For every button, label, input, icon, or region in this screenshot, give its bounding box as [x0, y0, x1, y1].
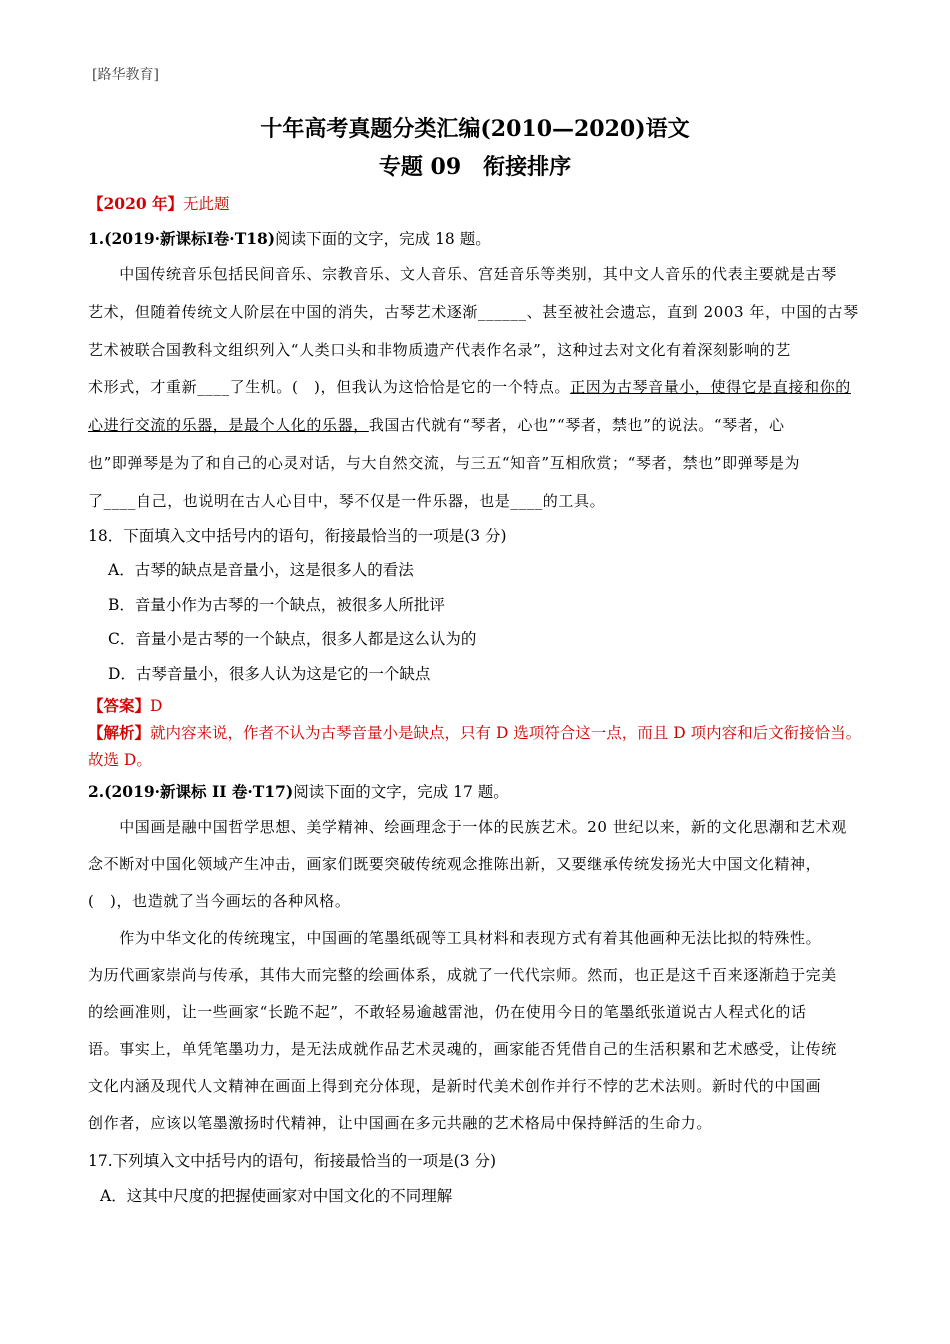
q1-option-a: A．古琴的缺点是音量小，这是很多人的看法: [108, 561, 414, 579]
document-title: 十年高考真题分类汇编(2010—2020)语文: [260, 116, 690, 142]
q2-header: [88, 780, 509, 802]
q1-answer: [88, 694, 162, 716]
q1-passage-line: [88, 376, 851, 397]
q2-passage-line: 语。事实上，单凭笔墨功力，是无法成就作品艺术灵魂的，画家能否凭借自己的生活积累和艺术感受，让传统: [88, 1040, 837, 1058]
q2-instruction: 阅读下面的文字，完成 17 题。: [293, 783, 509, 801]
q1-passage-line: 中国传统音乐包括民间音乐、宗教音乐、文人音乐、宫廷音乐等类别，其中文人音乐的代表主要就是古琴: [88, 265, 837, 283]
q1-option-c: C．音量小是古琴的一个缺点，很多人都是这么认为的: [108, 630, 477, 648]
q2-passage-line: 为历代画家崇尚与传承，其伟大而完整的绘画体系，成就了一代代宗师。然而，也正是这千百来逐渐趋于完美: [88, 966, 837, 984]
q2-passage-line: 念不断对中国化领域产生冲击，画家们既要突破传统观念推陈出新，又要继承传统发扬光大中国文化精神，: [88, 855, 822, 873]
q2-question: 17.下列填入文中括号内的语句，衔接最恰当的一项是(3 分): [88, 1152, 497, 1170]
q1-analysis-cont: 故选 D。: [88, 751, 152, 769]
q1-passage-line: 艺术被联合国教科文组织列入“人类口头和非物质遗产代表作名录”，这种过去对文化有着深刻影响的艺: [88, 341, 791, 359]
q1-option-b: B．音量小作为古琴的一个缺点，被很多人所批评: [108, 596, 445, 614]
header-tag: [路华教育]: [92, 67, 159, 83]
q1-answer-value: D: [150, 697, 163, 715]
q1-passage-line: [88, 414, 785, 435]
q1-analysis-text: 就内容来说，作者不认为古琴音量小是缺点，只有 D 选项符合这一点，而且 D 项内容和后文衔接恰当。: [150, 724, 862, 742]
q2-passage-line: 作为中华文化的传统瑰宝，中国画的笔墨纸砚等工具材料和表现方式有着其他画种无法比拟的特殊性。: [88, 929, 822, 947]
q1-underlined-sentence: 心进行交流的乐器，是最个人化的乐器，: [88, 416, 369, 434]
q1-passage-line: 了____自己，也说明在古人心目中，琴不仅是一件乐器，也是____的工具。: [88, 492, 606, 510]
document-subtitle: 专题 09 衔接排序: [378, 154, 572, 180]
q1-answer-label: 【答案】: [88, 696, 151, 715]
q1-passage-text: 术形式，才重新____了生机。( )，但我认为这恰恰是它的一个特点。: [88, 378, 571, 396]
q1-analysis-label: 【解析】: [88, 723, 151, 742]
q1-analysis: [88, 721, 861, 743]
q1-passage-line: 艺术，但随着传统文人阶层在中国的消失，古琴艺术逐渐______、甚至被社会遗忘，直到 2003 年，中国的古琴: [88, 303, 859, 321]
year-2020-note: [88, 192, 230, 214]
q1-question: 18．下面填入文中括号内的语句，衔接最恰当的一项是(3 分): [88, 527, 507, 545]
q1-option-d: D．古琴音量小，很多人认为这是它的一个缺点: [108, 665, 431, 683]
q1-passage-line: 也”即弹琴是为了和自己的心灵对话，与大自然交流，与三五“知音”互相欣赏；“琴者，禁也”即弹琴是为: [88, 454, 801, 472]
q1-instruction: 阅读下面的文字，完成 18 题。: [275, 230, 491, 248]
q2-passage-line: 中国画是融中国哲学思想、美学精神、绘画理念于一体的民族艺术。20 世纪以来，新的文化思潮和艺术观: [88, 818, 847, 836]
q2-source: 2.(2019·新课标 II 卷·T17): [88, 782, 294, 801]
q1-underlined-sentence: 正因为古琴音量小，使得它是直接和你的: [570, 378, 851, 396]
q2-option-a: A．这其中尺度的把握使画家对中国文化的不同理解: [100, 1187, 453, 1205]
year-2020-text: 无此题: [183, 195, 230, 213]
q1-header: [88, 227, 491, 249]
q2-passage-line: 创作者，应该以笔墨激扬时代精神，让中国画在多元共融的艺术格局中保持鲜活的生命力。: [88, 1114, 713, 1132]
year-2020-label: 【2020 年】: [88, 194, 184, 213]
q1-source: 1.(2019·新课标Ⅰ卷·T18): [88, 229, 276, 248]
q1-passage-text: 我国古代就有“琴者，心也”“琴者，禁也”的说法。“琴者，心: [368, 416, 785, 434]
q2-passage-line: 的绘画准则，让一些画家“长跪不起”，不敢轻易逾越雷池，仍在使用今日的笔墨纸张道说古人程式化的话: [88, 1003, 807, 1021]
q2-passage-line: 文化内涵及现代人文精神在画面上得到充分体现，是新时代美术创作并行不悖的艺术法则。新时代的中国画: [88, 1077, 822, 1095]
q2-passage-line: ( )，也造就了当今画坛的各种风格。: [88, 892, 351, 910]
